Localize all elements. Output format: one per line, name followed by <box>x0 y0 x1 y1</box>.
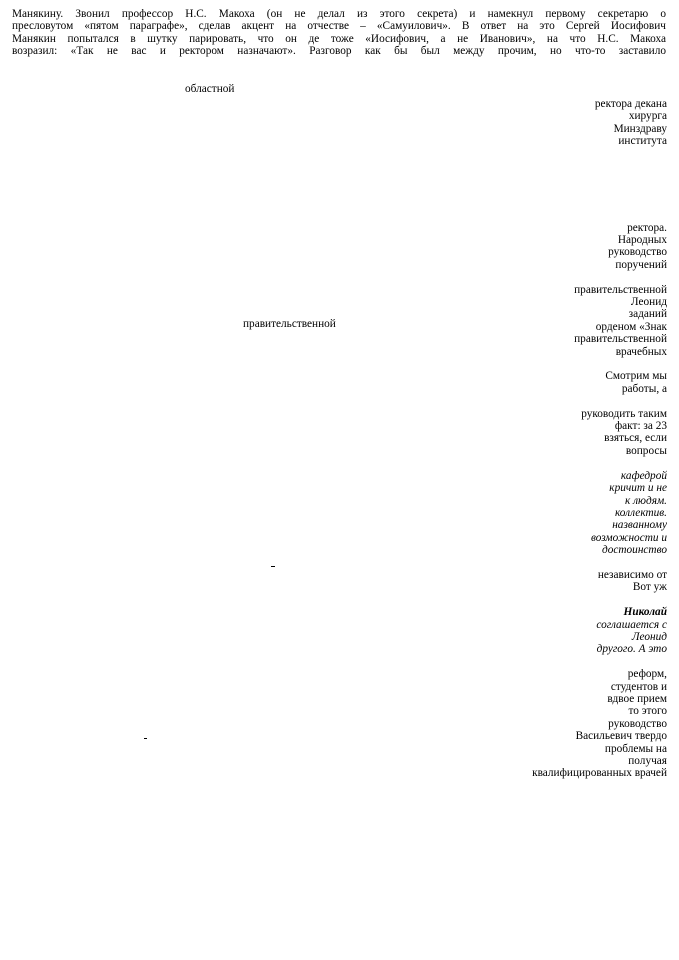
right-line: получая <box>628 754 667 767</box>
right-line-italic: достоинство <box>601 544 667 557</box>
right-line: хирурга <box>628 110 667 123</box>
right-line-bold-italic: Николай <box>623 606 667 619</box>
right-line: Смотрим мы <box>605 370 667 383</box>
stray-word-oblastnoy: областной <box>185 83 235 95</box>
right-line: Народных <box>617 234 667 247</box>
right-line: правительственной <box>574 283 667 296</box>
intro-line-1: Манякину. Звонил профессор Н.С. Макоха (он не делал из этого секрета) и намекнул первому секретарю о <box>12 8 666 20</box>
right-line: орденом «Знак <box>595 320 667 333</box>
right-line: Вот уж <box>632 581 667 594</box>
right-line-italic: названному <box>612 519 667 532</box>
intro-line-2: пресловутом «пятом параграфе», сделав акцент на отчестве – «Самуилович». В ответ на это Сергей Иосифович <box>12 20 666 33</box>
intro-paragraph <box>12 8 666 58</box>
right-line: заданий <box>628 308 667 321</box>
right-line: то этого <box>628 705 667 718</box>
stray-mark-2 <box>144 738 147 739</box>
right-line: правительственной <box>574 333 667 346</box>
right-line: Леонид <box>630 296 667 309</box>
right-line: поручений <box>615 258 667 271</box>
right-line: независимо от <box>597 568 667 581</box>
right-line: квалифицированных врачей <box>532 767 667 780</box>
right-line-italic: соглашается с <box>596 618 667 631</box>
right-line: врачебных <box>615 345 667 358</box>
right-line-italic: возможности и <box>590 531 667 544</box>
right-line: реформ, <box>627 668 667 681</box>
right-column-fragments <box>347 98 667 780</box>
right-line-italic: кричит и не <box>609 482 667 495</box>
right-line: работы, а <box>621 382 667 395</box>
right-line: факт: за 23 <box>614 420 667 433</box>
right-line: студентов и <box>610 680 667 693</box>
right-line: проблемы на <box>604 742 667 755</box>
right-line: руководство <box>608 246 667 259</box>
intro-line-3: Манякин попытался в шутку парировать, что он де тоже «Иосифович, а не Иванович», на что Н.С. Макоха <box>12 32 666 45</box>
right-line: руководство <box>608 717 667 730</box>
right-line: взяться, если <box>604 432 667 445</box>
right-line-italic: Леонид <box>631 630 667 643</box>
right-line: руководить таким <box>581 407 667 420</box>
right-line: вдвое прием <box>607 692 667 705</box>
right-line-italic: к людям. <box>625 494 667 507</box>
right-line: ректора. <box>627 221 667 234</box>
intro-line-4: возразил: «Так не вас и ректором назначают». Разговор как бы был между прочим, но что-то заставило <box>12 45 666 58</box>
right-line-italic: кафедрой <box>620 469 667 482</box>
right-line: вопросы <box>625 444 667 457</box>
right-line: Минздраву <box>613 122 667 135</box>
stray-mark-1 <box>271 566 275 567</box>
right-line-italic: другого. А это <box>596 643 667 656</box>
right-line: ректора декана <box>594 98 667 110</box>
right-line: Васильевич твердо <box>575 730 667 743</box>
right-line: института <box>618 135 667 148</box>
middle-word-government: правительственной <box>243 318 336 330</box>
right-line-italic: коллектив. <box>614 506 667 519</box>
